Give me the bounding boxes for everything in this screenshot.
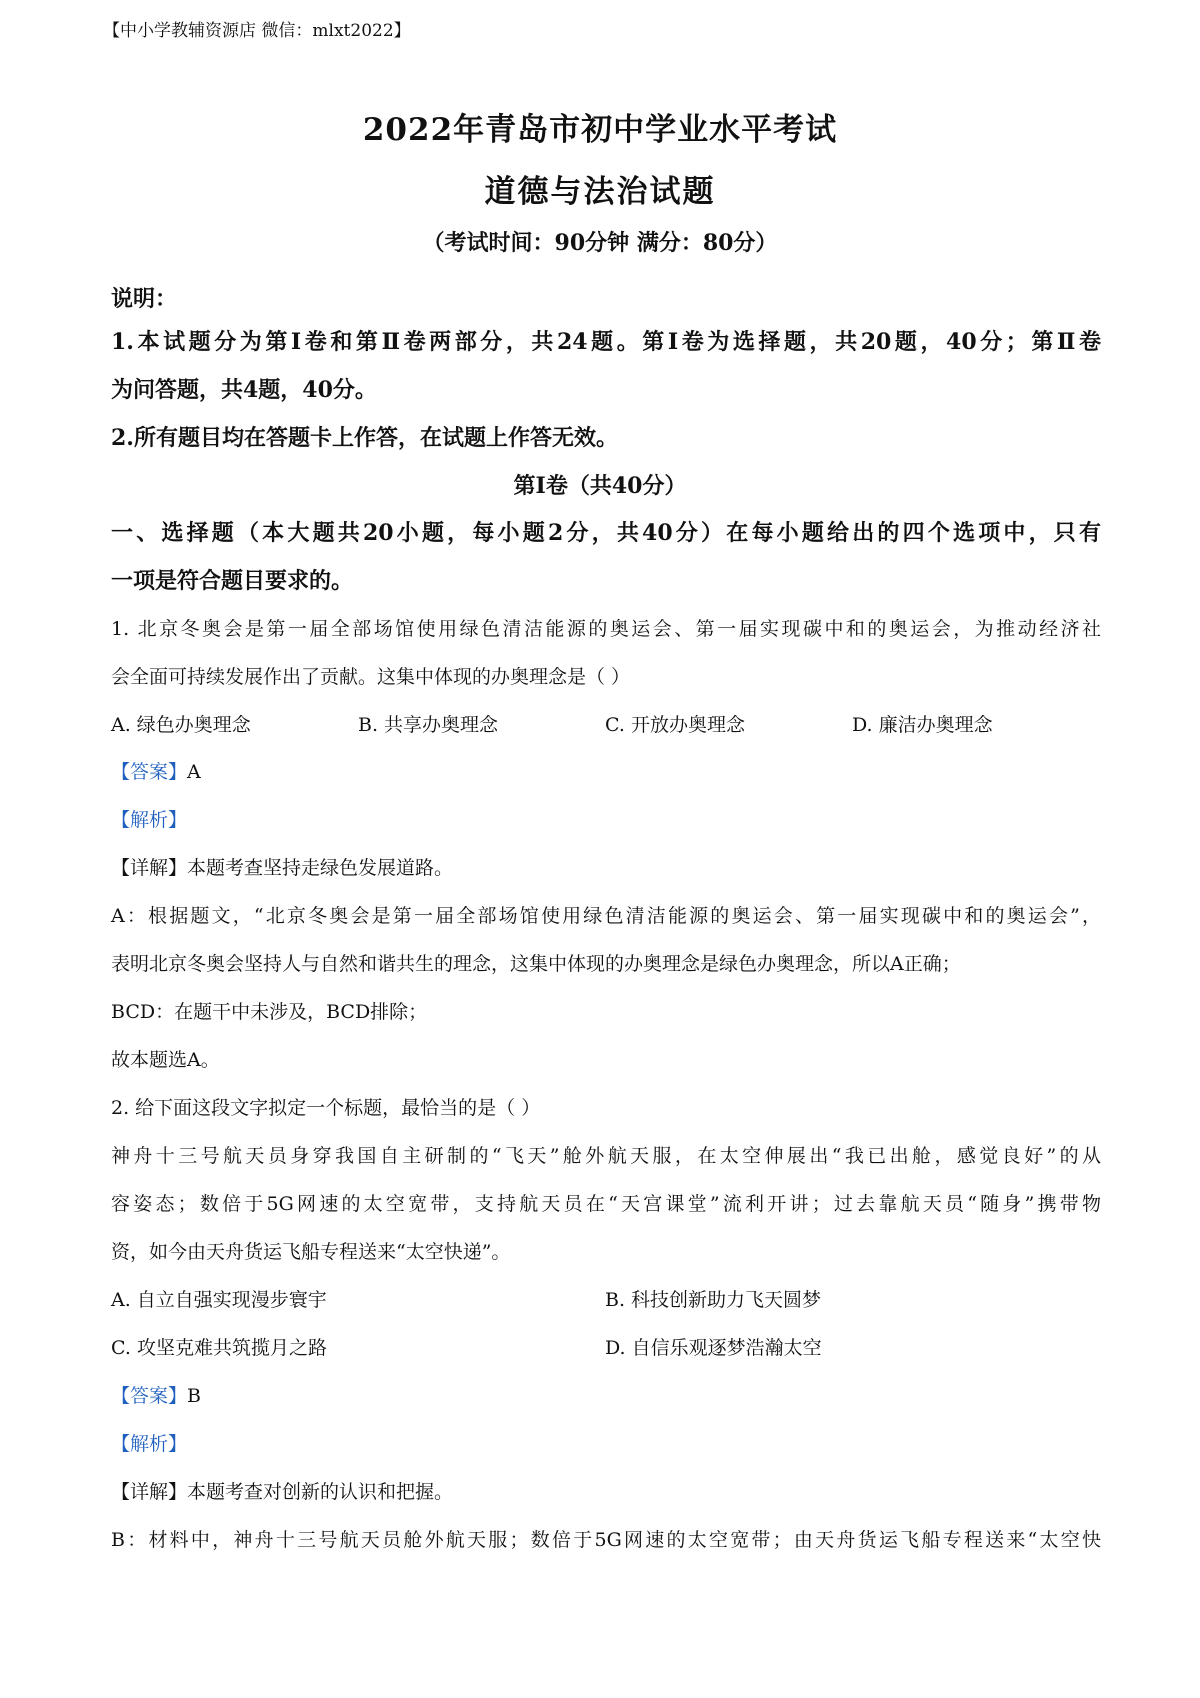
q2-answer-label: 【答案】: [111, 1385, 188, 1407]
q2-stem-line-1: 2. 给下面这段文字拟定一个标题，最恰当的是（ ）: [111, 1097, 541, 1119]
q1-option-b: B. 共享办奥理念: [358, 714, 499, 736]
q1-stem-line-2: 会全面可持续发展作出了贡献。这集中体现的办奥理念是（ ）: [111, 666, 631, 688]
q1-answer-label: 【答案】: [111, 761, 188, 783]
q1-option-c: C. 开放办奥理念: [605, 714, 745, 736]
q1-answer: [111, 757, 201, 784]
source-tag: 【中小学教辅资源店 微信：mlxt2022】: [103, 21, 411, 41]
q2-option-a: A. 自立自强实现漫步寰宇: [111, 1289, 327, 1311]
q1-explain-line-1: A：根据题文，“北京冬奥会是第一届全部场馆使用绿色清洁能源的奥运会、第一届实现碳中和的奥运会”，: [111, 905, 1101, 927]
q1-analysis-label: 【解析】: [111, 809, 188, 831]
q1-option-a: A. 绿色办奥理念: [111, 714, 251, 736]
q1-answer-value: A: [187, 761, 201, 783]
q1-stem-line-1: 1. 北京冬奥会是第一届全部场馆使用绿色清洁能源的奥运会、第一届实现碳中和的奥运会，为推动经济社: [111, 618, 1101, 640]
q1-detail-label: 【详解】: [111, 857, 188, 879]
notes-item-2: 2.所有题目均在答题卡上作答，在试题上作答无效。: [111, 425, 618, 451]
notes-item-1-line-2: 为问答题，共4题，40分。: [111, 377, 377, 403]
exam-info: （考试时间：90分钟 满分：80分）: [422, 230, 778, 256]
q1-conclusion: 故本题选A。: [111, 1049, 220, 1071]
q2-detail-text: 本题考查对创新的认识和把握。: [187, 1481, 454, 1503]
q2-material-line-1: 神舟十三号航天员身穿我国自主研制的“飞天”舱外航天服，在太空伸展出“我已出舱，感觉良好”的从: [111, 1145, 1101, 1167]
q2-material-line-2: 容姿态；数倍于5G网速的太空宽带，支持航天员在“天宫课堂”流利开讲；过去靠航天员“随身”携带物: [111, 1193, 1101, 1215]
q1-detail-text: 本题考查坚持走绿色发展道路。: [187, 857, 454, 879]
q1-explain-line-2: 表明北京冬奥会坚持人与自然和谐共生的理念，这集中体现的办奥理念是绿色办奥理念，所以A正确；: [111, 953, 961, 975]
q2-analysis-label: 【解析】: [111, 1433, 188, 1455]
q1-explain-line-3: BCD：在题干中未涉及，BCD排除；: [111, 1001, 428, 1023]
notes-heading: 说明：: [111, 286, 178, 312]
section-instruction-line-1: 一、选择题（本大题共20小题，每小题2分，共40分）在每小题给出的四个选项中，只有: [111, 520, 1101, 546]
q2-option-b: B. 科技创新助力飞天圆梦: [605, 1289, 822, 1311]
page-title: 2022年青岛市初中学业水平考试: [362, 112, 838, 148]
q2-detail-label: 【详解】: [111, 1481, 188, 1503]
q2-answer-value: B: [187, 1385, 201, 1407]
page-subtitle: 道德与法治试题: [484, 174, 716, 210]
q2-material-line-3: 资，如今由天舟货运飞船专程送来“太空快递”。: [111, 1241, 511, 1263]
q1-detail: [111, 853, 453, 880]
q1-option-d: D. 廉洁办奥理念: [852, 714, 993, 736]
q2-option-c: C. 攻坚克难共筑揽月之路: [111, 1337, 327, 1359]
section-instruction-line-2: 一项是符合题目要求的。: [111, 568, 354, 594]
q2-explain-line-1: B：材料中，神舟十三号航天员舱外航天服；数倍于5G网速的太空宽带；由天舟货运飞船专程送来“太空快: [111, 1529, 1101, 1551]
notes-item-1-line-1: 1.本试题分为第Ⅰ卷和第Ⅱ卷两部分，共24题。第Ⅰ卷为选择题，共20题，40分；第Ⅱ卷: [111, 329, 1101, 355]
q2-option-d: D. 自信乐观逐梦浩瀚太空: [605, 1337, 822, 1359]
q2-answer: [111, 1381, 201, 1408]
q2-detail: [111, 1477, 453, 1504]
section-title: 第Ⅰ卷（共40分）: [513, 473, 687, 499]
